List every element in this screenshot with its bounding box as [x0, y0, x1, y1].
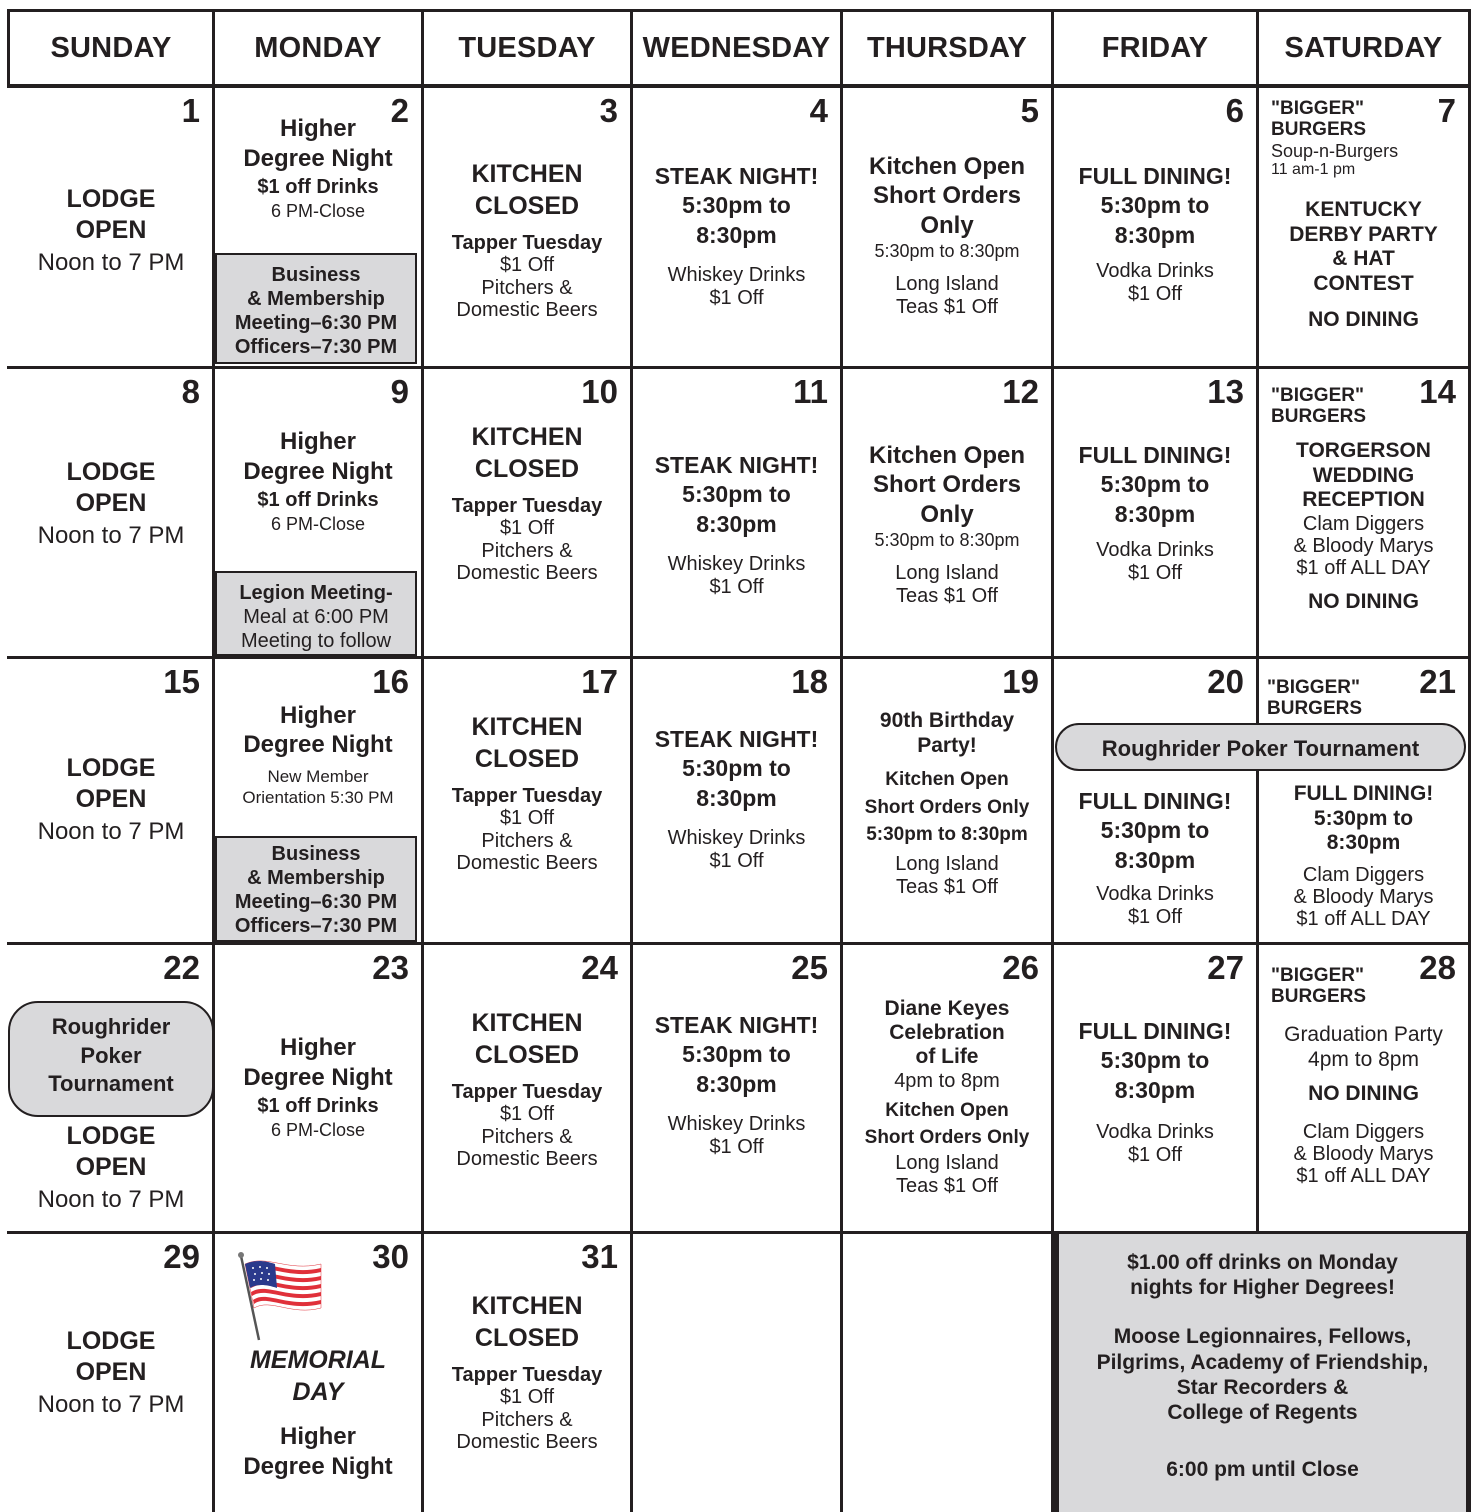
- day-cell-19: [843, 659, 1051, 942]
- event-title: FULL DINING!: [1078, 1018, 1232, 1044]
- event-detail: $1 off Drinks: [257, 1095, 379, 1117]
- event-time: 4pm to 8pm: [1308, 1047, 1419, 1071]
- day-header-thursday: THURSDAY: [866, 31, 1028, 64]
- day-cell-27: [1054, 945, 1256, 1231]
- event-title: CONTEST: [1313, 271, 1414, 295]
- special-detail: Pitchers &: [481, 1125, 573, 1148]
- event-title: TORGERSON: [1296, 439, 1431, 462]
- day-cell-9: [215, 369, 421, 656]
- event-title: STEAK NIGHT!: [654, 452, 819, 478]
- info-text: Moose Legionnaires, Fellows,: [1113, 1325, 1412, 1349]
- open-label: OPEN: [75, 489, 147, 518]
- info-text: Star Recorders &: [1176, 1375, 1349, 1399]
- day-number: 29: [163, 1238, 200, 1275]
- special-title: Tapper Tuesday: [451, 232, 603, 254]
- holiday-title: MEMORIAL: [249, 1346, 387, 1374]
- event-title: 90th Birthday: [879, 709, 1015, 732]
- day-number: 20: [1207, 663, 1244, 700]
- drink-special: Vodka Drinks: [1096, 1121, 1214, 1144]
- event-title: Degree Night: [243, 1453, 393, 1480]
- info-text: $1.00 off drinks on Monday: [1127, 1251, 1398, 1274]
- kitchen-status: CLOSED: [474, 1041, 580, 1069]
- meeting-text: Meeting–6:30 PM: [234, 891, 398, 913]
- day-number: 24: [581, 949, 618, 986]
- day-number: 7: [1437, 92, 1456, 129]
- day-number: 15: [163, 663, 200, 700]
- open-label: OPEN: [75, 1358, 147, 1387]
- day-cell-18: [633, 659, 840, 942]
- kitchen-status: Kitchen Open: [885, 769, 1009, 791]
- lodge-label: LODGE: [66, 754, 156, 782]
- event-title: Higher: [279, 1423, 356, 1450]
- event-title: Graduation Party: [1284, 1023, 1443, 1046]
- event-detail: $1 off Drinks: [257, 176, 379, 198]
- drink-special: Teas $1 Off: [896, 1174, 998, 1197]
- drink-special: $1 Off: [709, 286, 764, 309]
- event-detail: Soup-n-Burgers: [1271, 140, 1399, 161]
- event-title: RECEPTION: [1302, 488, 1425, 512]
- day-cell-15: [10, 659, 212, 942]
- day-cell-10: [424, 369, 630, 656]
- special-detail: Domestic Beers: [456, 299, 598, 322]
- event-time: 8:30pm: [696, 1070, 777, 1097]
- day-cell-6: [1054, 88, 1256, 366]
- event-title: STEAK NIGHT!: [654, 726, 819, 752]
- event-title: Degree Night: [243, 1064, 393, 1091]
- event-time: 6 PM-Close: [270, 514, 366, 534]
- burger-label: BURGERS: [1267, 698, 1363, 720]
- special-detail: Pitchers &: [481, 829, 573, 852]
- event-time: 5:30pm to 8:30pm: [874, 529, 1020, 550]
- drink-special: Long Island: [895, 1151, 999, 1174]
- day-cell-8: [10, 369, 212, 656]
- day-cell-1: [10, 88, 212, 366]
- poker-tournament-label: Roughrider Poker Tournament: [1101, 736, 1420, 761]
- event-title: Degree Night: [243, 458, 393, 485]
- drink-special: $1 Off: [1127, 905, 1183, 928]
- special-detail: $1 Off: [499, 807, 555, 830]
- drink-special: $1 off ALL DAY: [1296, 1165, 1431, 1188]
- day-cell-3: [424, 88, 630, 366]
- kitchen-status: KITCHEN: [471, 713, 583, 741]
- event-title: Higher: [279, 428, 356, 455]
- event-time: 5:30pm to: [682, 192, 791, 219]
- special-detail: $1 Off: [499, 517, 555, 540]
- kitchen-status: CLOSED: [474, 455, 580, 483]
- event-time: Orientation 5:30 PM: [242, 788, 394, 808]
- event-title: FULL DINING!: [1078, 442, 1232, 468]
- event-title: DERBY PARTY: [1289, 222, 1438, 246]
- drink-special: Teas $1 Off: [896, 875, 998, 898]
- hours-text: Noon to 7 PM: [37, 1185, 185, 1213]
- drink-special: $1 Off: [709, 849, 764, 872]
- meeting-box: [215, 836, 417, 942]
- kitchen-status: CLOSED: [474, 1324, 580, 1352]
- meeting-text: Meeting–6:30 PM: [234, 312, 398, 334]
- event-title: Celebration: [889, 1020, 1005, 1044]
- day-number: 5: [1020, 92, 1039, 129]
- event-title: Degree Night: [243, 731, 393, 759]
- dining-status: NO DINING: [1308, 1082, 1419, 1106]
- poker-tournament-banner: [1055, 723, 1466, 771]
- day-cell-21: [1259, 659, 1468, 942]
- drink-special: Clam Diggers: [1302, 512, 1425, 535]
- dining-status: NO DINING: [1308, 589, 1419, 613]
- drink-special: & Bloody Marys: [1293, 1143, 1434, 1166]
- drink-special: $1 Off: [709, 575, 764, 598]
- event-time: 5:30pm to: [1100, 471, 1210, 498]
- kitchen-status: Short Orders: [872, 471, 1022, 499]
- event-time: 5:30pm to: [1100, 817, 1210, 844]
- special-detail: $1 Off: [499, 254, 555, 277]
- dining-status: NO DINING: [1308, 308, 1419, 332]
- event-time: 5:30pm to: [1100, 1047, 1210, 1074]
- poker-tournament-label: Poker: [80, 1042, 142, 1068]
- event-time: 8:30pm: [1114, 846, 1196, 873]
- day-cell-7: [1259, 88, 1468, 366]
- drink-special: & Bloody Marys: [1293, 886, 1434, 909]
- day-number: 4: [809, 92, 828, 129]
- burger-label: "BIGGER": [1271, 385, 1364, 406]
- grid-line: [1468, 9, 1471, 1234]
- drink-special: Whiskey Drinks: [667, 553, 806, 576]
- lodge-label: LODGE: [66, 458, 156, 486]
- event-time: 8:30pm: [1114, 500, 1196, 527]
- event-time: 8:30pm: [1114, 221, 1196, 248]
- meeting-text: Officers–7:30 PM: [234, 915, 398, 937]
- drink-special: Vodka Drinks: [1096, 539, 1214, 562]
- hours-text: Noon to 7 PM: [37, 817, 185, 845]
- day-header-friday: FRIDAY: [1101, 31, 1209, 64]
- special-detail: Domestic Beers: [456, 1148, 598, 1171]
- day-number: 6: [1225, 92, 1244, 129]
- info-text: 6:00 pm until Close: [1166, 1458, 1359, 1482]
- meeting-box: [215, 253, 417, 364]
- kitchen-status: Kitchen Open: [885, 1099, 1009, 1121]
- event-time: 5:30pm to: [1100, 192, 1210, 219]
- day-cell-25: [633, 945, 840, 1231]
- day-number: 17: [581, 663, 618, 700]
- day-cell-20: [1054, 659, 1256, 942]
- day-number: 13: [1207, 373, 1244, 410]
- drink-special: & Bloody Marys: [1293, 535, 1434, 558]
- day-cell-24: [424, 945, 630, 1231]
- special-detail: $1 Off: [499, 1386, 555, 1409]
- day-number: 14: [1419, 373, 1456, 410]
- drink-special: Clam Diggers: [1302, 1120, 1425, 1143]
- day-cell-23: [215, 945, 421, 1231]
- day-number: 2: [390, 92, 409, 129]
- day-number: 30: [372, 1238, 409, 1275]
- info-text: College of Regents: [1167, 1400, 1358, 1424]
- day-cell-28: [1259, 945, 1468, 1231]
- day-number: 10: [581, 373, 618, 410]
- meeting-text: Business: [271, 843, 361, 865]
- drink-special: $1 off ALL DAY: [1296, 557, 1431, 580]
- special-detail: Pitchers &: [481, 1408, 573, 1431]
- day-number: 25: [791, 949, 828, 986]
- day-number: 19: [1002, 663, 1039, 700]
- kitchen-status: KITCHEN: [471, 1292, 583, 1320]
- event-title: Party!: [917, 733, 977, 757]
- event-time: 8:30pm: [696, 784, 777, 811]
- hours-text: Noon to 7 PM: [37, 1390, 185, 1418]
- event-title: STEAK NIGHT!: [654, 1012, 819, 1038]
- drink-special: Vodka Drinks: [1096, 883, 1214, 906]
- kitchen-status: CLOSED: [474, 745, 580, 773]
- day-number: 28: [1419, 949, 1456, 986]
- kitchen-status: Short Orders Only: [864, 1127, 1030, 1149]
- drink-special: Whiskey Drinks: [667, 1113, 806, 1136]
- day-number: 12: [1002, 373, 1039, 410]
- day-cell-5: [843, 88, 1051, 366]
- day-number: 18: [791, 663, 828, 700]
- burger-label: BURGERS: [1271, 406, 1367, 428]
- burger-label: BURGERS: [1271, 986, 1367, 1008]
- special-title: Tapper Tuesday: [451, 785, 603, 807]
- open-label: OPEN: [75, 1153, 147, 1182]
- meeting-text: Business: [271, 264, 361, 286]
- event-time: 8:30pm: [696, 221, 777, 248]
- poker-tournament-label: Roughrider: [51, 1014, 171, 1039]
- day-cell-16: [215, 659, 421, 942]
- drink-special: Whiskey Drinks: [667, 827, 806, 850]
- hours-text: Noon to 7 PM: [37, 248, 185, 276]
- drink-special: $1 Off: [1127, 1143, 1183, 1166]
- lodge-label: LODGE: [66, 1122, 156, 1150]
- open-label: OPEN: [75, 785, 147, 814]
- event-time: 5:30pm to: [682, 1041, 791, 1068]
- event-time: 5:30pm to: [1313, 806, 1414, 830]
- day-cell-11: [633, 369, 840, 656]
- event-time: 5:30pm to: [682, 755, 791, 782]
- day-cell-13: [1054, 369, 1256, 656]
- kitchen-status: Kitchen Open: [868, 442, 1025, 469]
- burger-label: "BIGGER": [1271, 965, 1364, 986]
- event-title: Higher: [279, 702, 356, 729]
- holiday-title: DAY: [292, 1378, 344, 1406]
- day-header-sunday: SUNDAY: [50, 31, 172, 64]
- drink-special: Clam Diggers: [1302, 863, 1425, 886]
- special-detail: Pitchers &: [481, 539, 573, 562]
- day-header-tuesday: TUESDAY: [458, 31, 596, 64]
- special-detail: Pitchers &: [481, 276, 573, 299]
- drink-special: $1 Off: [709, 1135, 764, 1158]
- special-detail: Domestic Beers: [456, 852, 598, 875]
- event-title: Higher: [279, 115, 356, 142]
- info-text: nights for Higher Degrees!: [1130, 1276, 1395, 1300]
- day-number: 11: [793, 373, 828, 410]
- day-number: 21: [1419, 663, 1456, 700]
- kitchen-status: KITCHEN: [471, 423, 583, 451]
- kitchen-status: Kitchen Open: [868, 153, 1025, 180]
- kitchen-status: Short Orders Only: [864, 796, 1030, 818]
- drink-special: Teas $1 Off: [896, 296, 998, 319]
- meeting-text: Legion Meeting-: [239, 582, 393, 604]
- event-title: FULL DINING!: [1078, 788, 1232, 814]
- special-title: Tapper Tuesday: [451, 1364, 603, 1386]
- kitchen-status: CLOSED: [474, 192, 580, 220]
- event-time: 8:30pm: [696, 510, 777, 537]
- day-number: 27: [1207, 949, 1244, 986]
- event-title: KENTUCKY: [1305, 198, 1422, 221]
- kitchen-status: KITCHEN: [471, 1009, 583, 1037]
- drink-special: $1 Off: [1127, 282, 1183, 305]
- meeting-text: Meal at 6:00 PM: [243, 606, 389, 628]
- event-detail: $1 off Drinks: [257, 489, 379, 511]
- burger-label: "BIGGER": [1267, 677, 1360, 698]
- event-time: 11 am-1 pm: [1271, 160, 1356, 178]
- day-header-wednesday: WEDNESDAY: [642, 31, 831, 64]
- day-number: 16: [372, 663, 409, 700]
- day-cell-14: [1259, 369, 1468, 656]
- day-cell-17: [424, 659, 630, 942]
- event-title: WEDDING: [1312, 463, 1415, 487]
- drink-special: Long Island: [895, 852, 999, 875]
- meeting-text: & Membership: [247, 867, 385, 889]
- special-detail: Domestic Beers: [456, 562, 598, 585]
- day-cell-2: [215, 88, 421, 366]
- day-cell-30: [215, 1234, 421, 1512]
- meeting-text: & Membership: [247, 288, 385, 310]
- day-cell-4: [633, 88, 840, 366]
- day-number: 1: [181, 92, 200, 129]
- event-detail: New Member: [267, 766, 369, 786]
- drink-special: $1 Off: [1127, 561, 1183, 584]
- drink-special: $1 off ALL DAY: [1296, 908, 1431, 931]
- poker-tournament-banner: [8, 1001, 214, 1117]
- day-number: 8: [181, 373, 200, 410]
- meeting-text: Meeting to follow: [240, 630, 392, 652]
- event-time: 8:30pm: [1326, 831, 1401, 855]
- info-text: Pilgrims, Academy of Friendship,: [1096, 1350, 1429, 1374]
- kitchen-status: Only: [920, 211, 974, 239]
- special-title: Tapper Tuesday: [451, 495, 603, 517]
- kitchen-status: KITCHEN: [471, 160, 583, 188]
- burger-label: BURGERS: [1271, 119, 1367, 141]
- drink-special: Long Island: [895, 562, 999, 585]
- event-title: Diane Keyes: [884, 997, 1010, 1020]
- lodge-label: LODGE: [66, 185, 156, 213]
- open-label: OPEN: [75, 216, 147, 245]
- event-title: FULL DINING!: [1078, 163, 1232, 189]
- day-cell-26: [843, 945, 1051, 1231]
- event-title: Higher: [279, 1034, 356, 1061]
- day-number: 9: [390, 373, 409, 410]
- hours-text: Noon to 7 PM: [37, 521, 185, 549]
- day-number: 23: [372, 949, 409, 986]
- special-detail: Domestic Beers: [456, 1431, 598, 1454]
- special-detail: $1 Off: [499, 1103, 555, 1126]
- event-time: 4pm to 8pm: [894, 1069, 1000, 1092]
- day-number: 3: [599, 92, 618, 129]
- event-title: Degree Night: [243, 145, 393, 172]
- drink-special: Vodka Drinks: [1096, 260, 1214, 283]
- event-title: & HAT: [1332, 247, 1395, 271]
- event-title: STEAK NIGHT!: [654, 163, 819, 189]
- meeting-text: Officers–7:30 PM: [234, 336, 398, 358]
- day-number: 26: [1002, 949, 1039, 986]
- drink-special: Long Island: [895, 273, 999, 296]
- burger-label: "BIGGER": [1271, 98, 1364, 119]
- day-number: 22: [163, 949, 200, 986]
- event-time: 6 PM-Close: [270, 201, 366, 221]
- day-cell-31: [424, 1234, 630, 1512]
- drink-special: Teas $1 Off: [896, 585, 998, 608]
- day-number: 31: [581, 1238, 618, 1275]
- poker-tournament-label: Tournament: [48, 1071, 174, 1097]
- event-time: 5:30pm to 8:30pm: [866, 824, 1028, 846]
- event-title: of Life: [915, 1044, 979, 1068]
- event-time: 8:30pm: [1114, 1076, 1196, 1103]
- day-cell-29: [10, 1234, 212, 1512]
- kitchen-status: Short Orders: [872, 182, 1022, 210]
- special-title: Tapper Tuesday: [451, 1081, 603, 1103]
- higher-degrees-info-box: [1054, 1234, 1471, 1512]
- day-header-monday: MONDAY: [254, 31, 382, 64]
- day-header-saturday: SATURDAY: [1284, 31, 1443, 64]
- lodge-label: LODGE: [66, 1327, 156, 1355]
- day-cell-12: [843, 369, 1051, 656]
- kitchen-status: Only: [920, 500, 974, 528]
- drink-special: Whiskey Drinks: [667, 264, 806, 287]
- event-title: FULL DINING!: [1293, 782, 1434, 805]
- event-time: 5:30pm to 8:30pm: [874, 240, 1020, 261]
- american-flag-icon: [237, 1250, 325, 1342]
- meeting-box: [215, 571, 417, 656]
- event-time: 6 PM-Close: [270, 1120, 366, 1140]
- event-time: 5:30pm to: [682, 481, 791, 508]
